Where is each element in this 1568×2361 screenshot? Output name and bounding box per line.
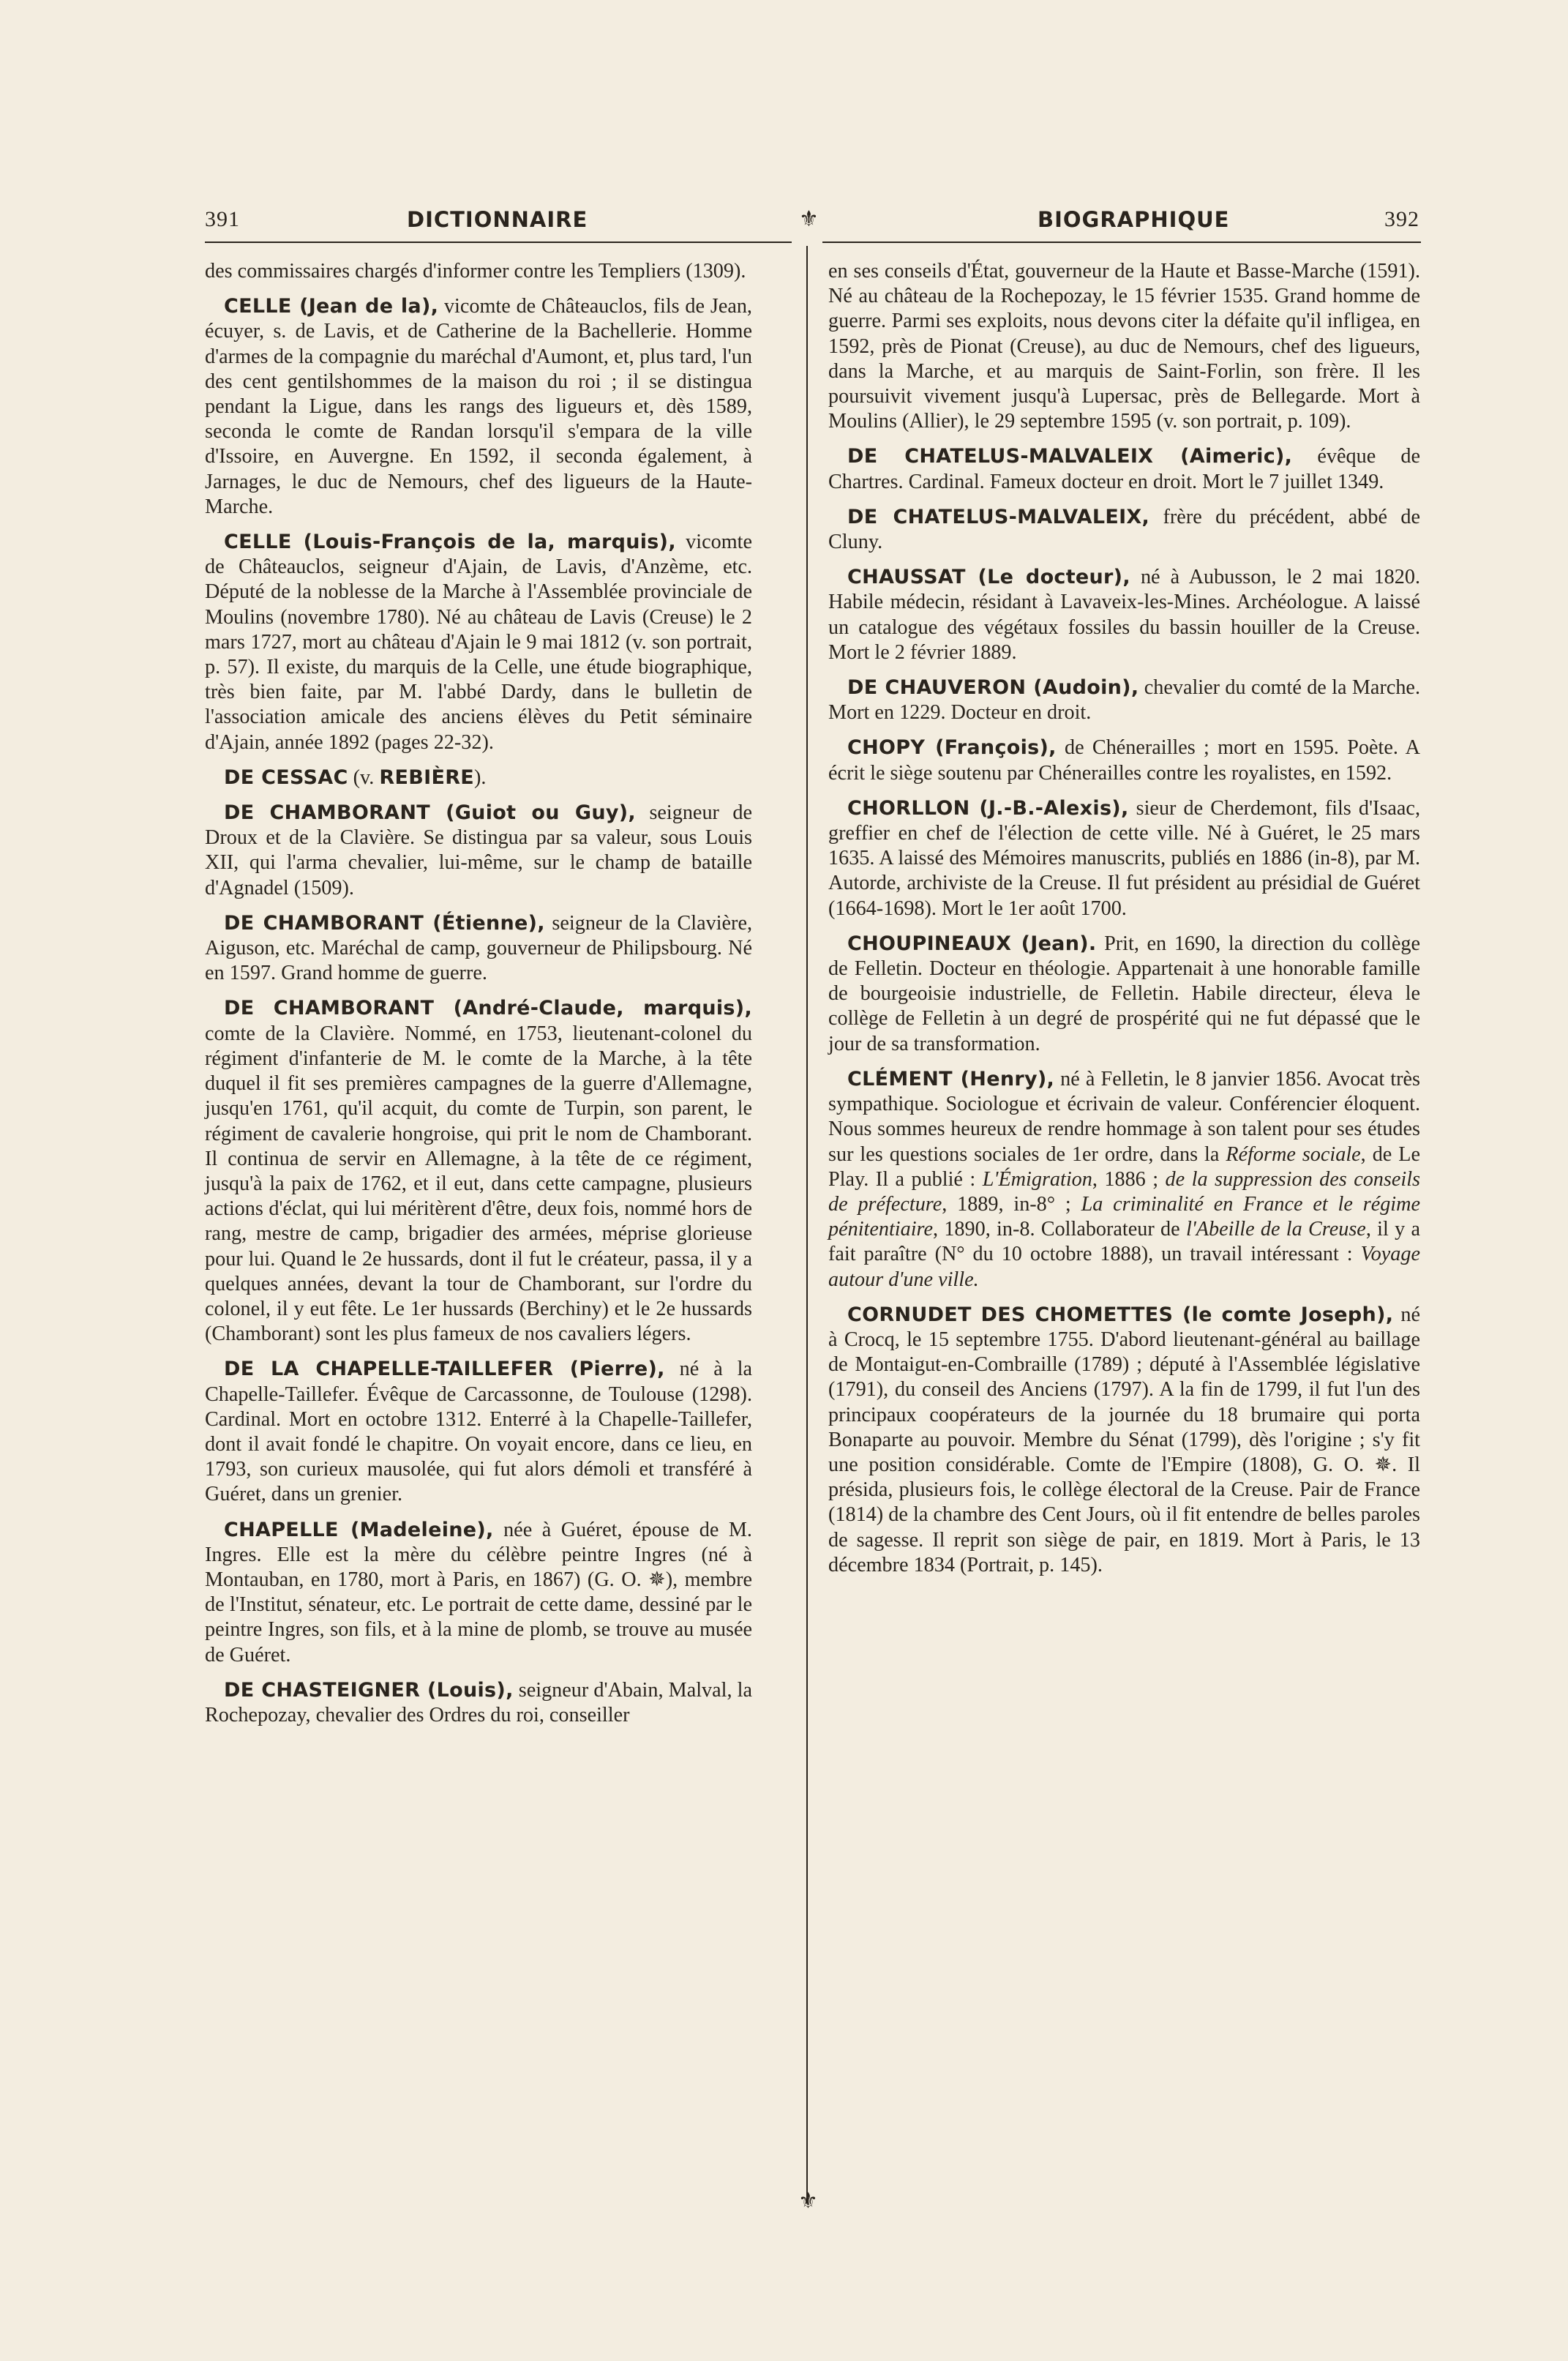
entry-chaussat: [828, 565, 1420, 665]
entry-chamborant-etienne: [205, 911, 752, 987]
entry-text: , de Le Play. Il a publié :: [828, 1142, 1420, 1191]
entry-choupineaux: [828, 932, 1420, 1057]
entry-text: de Chénerailles ; mort en 1595. Poète. A écrit le siège soutenu par Chénerailles contre les royalistes, en 1592.: [828, 736, 1420, 785]
left-page-number: 391: [205, 207, 240, 231]
headword: CHORLLON (J.-B.-Alexis),: [847, 796, 1129, 820]
entry-text: ).: [474, 766, 487, 789]
entry-chamborant-guiot: [205, 801, 752, 901]
entry-text: , 1886 ;: [1092, 1167, 1166, 1191]
entry-text: sieur de Cherdemont, fils d'Isaac, greffier en chef de l'élection de cette ville. Né à Guéret, le 25 mars 1635. A laissé des Mémoires manuscrits, publiés en 1886 (in-8), par M. Autorde, archiviste de la Creuse. Il fut président au présidial de Guéret (1664-1698). Mort le 1er août 1700.: [828, 796, 1420, 920]
headword: CELLE (Jean de la),: [224, 295, 439, 318]
italic-title: Réforme sociale: [1226, 1142, 1361, 1166]
italic-title: L'Émigration: [982, 1167, 1092, 1191]
left-column: [205, 259, 752, 1738]
footer-ornament: ⚜: [798, 2189, 818, 2213]
right-column: [828, 259, 1420, 1588]
column-separator: [806, 246, 808, 2204]
entry-chorllon: [828, 796, 1420, 921]
headword: CHAPELLE (Madeleine),: [224, 1518, 494, 1541]
right-page-number: 392: [1384, 207, 1419, 231]
entry-text: seigneur d'Abain, Malval, la Rochepozay, chevalier des Ordres du roi, conseiller: [205, 1678, 752, 1726]
headword: CORNUDET DES CHOMETTES (le comte Joseph),: [847, 1303, 1394, 1326]
headword: CELLE (Louis-François de la, marquis),: [224, 531, 676, 554]
entry-chatelus-aimeric: [828, 444, 1420, 494]
headword: DE CHATELUS-MALVALEIX,: [847, 505, 1150, 528]
header-ornament: ⚜: [799, 207, 819, 231]
entry-chatelus-frere: [828, 505, 1420, 555]
headword: DE CHASTEIGNER (Louis),: [224, 1678, 514, 1702]
header-rule-left: [205, 242, 792, 243]
continuation-text: des commissaires chargés d'informer contre les Templiers (1309).: [205, 260, 746, 283]
italic-title: de la suppression des conseils de préfecture: [828, 1167, 1421, 1216]
entry-text: chevalier du comté de la Marche. Mort en 1229. Docteur en droit.: [828, 676, 1420, 725]
entry-text: vicomte de Châteauclos, seigneur d'Ajain, de Lavis, d'Anzème, etc. Député de la noblesse de la Marche à l'Assemblée provinciale de Moulins (novembre 1780). Né au château de Lavis (Creuse) le 2 mars 1727, mort au château d'Ajain le 9 mai 1812 (v. son portrait, p. 57). Il existe, du marquis de la Celle, une étude biographique, très bien faite, par M. l'abbé Dardy, dans le bulletin de l'association amicale des anciens élèves du Petit séminaire d'Ajain, année 1892 (pages 22-32).: [205, 531, 752, 754]
entry-text: seigneur de la Clavière, Aiguson, etc. Maréchal de camp, gouverneur de Philipsbourg. Né en 1597. Grand homme de guerre.: [205, 911, 753, 985]
entry-chapelle-madeleine: [205, 1518, 752, 1668]
entry-text: , 1890, in-8. Collaborateur de: [933, 1218, 1186, 1241]
entry-text: né à Crocq, le 15 septembre 1755. D'abord lieutenant-général au baillage de Montaigut-en-Combraille (1789) ; député à l'Assemblée législative (1791), du conseil des Anciens (1797). A la fin de 1799, il fut l'un des principaux coopérateurs de la journée du 18 brumaire qui porta Bonaparte au pouvoir. Membre du Sénat (1799), dès l'origine ; s'y fit une position considérable. Comte de l'Empire (1808), G. O. ✵. Il présida, plusieurs fois, le collège électoral de la Creuse. Pair de France (1814) de la chambre des Cent Jours, où il fit entendre de belles paroles de sagesse. Il reprit son siège de pair, en 1819. Mort à Paris, le 13 décembre 1834 (Portrait, p. 145).: [828, 1303, 1420, 1576]
entry-chasteigner: [205, 1678, 752, 1728]
continuation-text: en ses conseils d'État, gouverneur de la Haute et Basse-Marche (1591). Né au château de la Rochepozay, le 15 février 1535. Grand homme de guerre. Parmi ses exploits, nous devons citer la défaite qu'il infligea, en 1592, près de Pionat (Creuse), au duc de Nemours, chef des ligueurs, dans la Marche, et au marquis de Saint-Forlin, son frère. Il les poursuivit vivement jusqu'à Lupersac, près de Bellegarde. Mort à Moulins (Allier), le 29 septembre 1595 (v. son portrait, p. 109).: [828, 260, 1420, 433]
headword: DE LA CHAPELLE-TAILLEFER (Pierre),: [224, 1358, 665, 1381]
headword: DE CESSAC: [224, 766, 348, 789]
italic-title: Voyage autour d'une ville.: [828, 1243, 1420, 1291]
headword: CHAUSSAT (Le docteur),: [847, 566, 1130, 589]
entry-chapelle-taillefer: [205, 1357, 752, 1507]
entry-text: , 1889, in-8° ;: [942, 1192, 1081, 1216]
entry-text: comte de la Clavière. Nommé, en 1753, lieutenant-colonel du régiment d'infanterie de M. le comte de la Marche, à la tête duquel il fit ses premières campagnes de la guerre d'Allemagne, jusqu'en 1761, qu'il acquit, du comte de Turpin, son parent, le régiment de cavalerie hongroise, qui prit le nom de Chamborant. Il continua de servir en Allemagne, à la tête de ce régiment, jusqu'à la paix de 1762, et il eut, dans cette campagne, plusieurs actions d'éclat, qui lui méritèrent d'être, deux fois, nommé hors de rang, mestre de camp, brigadier des armées, méprise glorieuse pour lui. Quand le 2e hussards, dont il fut le créateur, passa, il y a quelques années, devant la tour de Chamborant, sur l'ordre du colonel, il y eut fête. Le 1er hussards (Berchiny) et le 2e hussards (Chamborant) sont les plus fameux de nos cavaliers légers.: [205, 1022, 752, 1346]
entry-text: évêque de Chartres. Cardinal. Fameux docteur en droit. Mort le 7 juillet 1349.: [828, 445, 1420, 493]
headword: DE CHAUVERON (Audoin),: [847, 676, 1139, 700]
entry-de-cessac: [205, 766, 752, 790]
italic-title: l'Abeille de la Creuse: [1185, 1218, 1366, 1241]
entry-text: Prit, en 1690, la direction du collège de Felletin. Docteur en théologie. Appartenait à une honorable famille de bourgeoisie industrielle, de Felletin. Habile directeur, éleva le collège de Felletin à un degré de prospérité qui ne fut dépassé que le jour de sa transformation.: [828, 932, 1420, 1055]
entry-text: né à la Chapelle-Taillefer. Évêque de Carcassonne, de Toulouse (1298). Cardinal. Mort en octobre 1312. Enterré à la Chapelle-Taillefer, dont il avait fondé le chapitre. On voyait encore, dans ce lieu, en 1793, son curieux mausolée, qui fut alors démoli et transféré à Guéret, dans un grenier.: [205, 1358, 752, 1506]
entry-cornudet: [828, 1303, 1420, 1578]
italic-title: La criminalité en France et le régime pénitentiaire: [828, 1192, 1420, 1241]
entry-chauveron: [828, 676, 1420, 725]
entry-clement: [828, 1067, 1420, 1292]
entry-chamborant-andre-claude: [205, 996, 752, 1347]
entry-text: frère du précédent, abbé de Cluny.: [828, 505, 1420, 554]
headword: DE CHAMBORANT (André-Claude, marquis),: [224, 997, 752, 1020]
entry-text: seigneur de Droux et de la Clavière. Se distingua par sa valeur, sous Louis XII, qui l'arma chevalier, lui-même, sur le champ de bataille d'Agnadel (1509).: [205, 801, 752, 899]
headword: DE CHAMBORANT (Guiot ou Guy),: [224, 801, 636, 825]
entry-text: , il y a fait paraître (N° du 10 octobre 1888), un travail intéressant :: [828, 1218, 1420, 1266]
right-running-title: BIOGRAPHIQUE: [1038, 207, 1230, 232]
cross-reference: REBIÈRE: [379, 766, 475, 789]
headword: CHOUPINEAUX (Jean).: [847, 932, 1097, 955]
headword: CHOPY (François),: [847, 736, 1057, 760]
entry-text: vicomte de Châteauclos, fils de Jean, écuyer, s. de Lavis, et de Catherine de la Bachellerie. Homme d'armes de la compagnie du maréchal d'Aumont, et, plus tard, l'un des cent gentilshommes de la maison du roi ; il se distingua pendant la Ligue, dans les rangs des ligueurs et, dès 1589, seconda le comte de Randan lorsqu'il s'empara de la ville d'Issoire, en Auvergne. En 1592, il seconda également, à Jarnages, le duc de Nemours, chef des ligueurs de la Haute-Marche.: [205, 295, 752, 518]
entry-text: née à Guéret, épouse de M. Ingres. Elle est la mère du célèbre peintre Ingres (né à Montauban, en 1780, mort à Paris, en 1867) (G. O. ✵), membre de l'Institut, sénateur, etc. Le portrait de cette dame, dessiné par le peintre Ingres, son fils, et à la mine de plomb, se trouve au musée de Guéret.: [205, 1518, 752, 1666]
entry-celle-jean: [205, 294, 752, 520]
header-rule-right: [822, 242, 1421, 243]
entry-chopy: [828, 736, 1420, 785]
headword: CLÉMENT (Henry),: [847, 1067, 1055, 1090]
entry-text: né à Felletin, le 8 janvier 1856. Avocat très sympathique. Sociologue et écrivain de valeur. Conférencier éloquent. Nous sommes heureux de rendre hommage à son talent pour ses études sur les questions sociales de 1er ordre, dans la: [828, 1067, 1420, 1166]
headword: DE CHAMBORANT (Étienne),: [224, 911, 545, 935]
left-running-title: DICTIONNAIRE: [407, 207, 588, 232]
entry-text: né à Aubusson, le 2 mai 1820. Habile médecin, résidant à Lavaveix-les-Mines. Archéologue. A laissé un catalogue des végétaux fossiles du bassin houiller de la Creuse. Mort le 2 février 1889.: [828, 566, 1420, 664]
headword: DE CHATELUS-MALVALEIX (Aimeric),: [847, 445, 1293, 468]
entry-text: (v.: [348, 766, 380, 789]
entry-celle-louis-francois: [205, 530, 752, 755]
